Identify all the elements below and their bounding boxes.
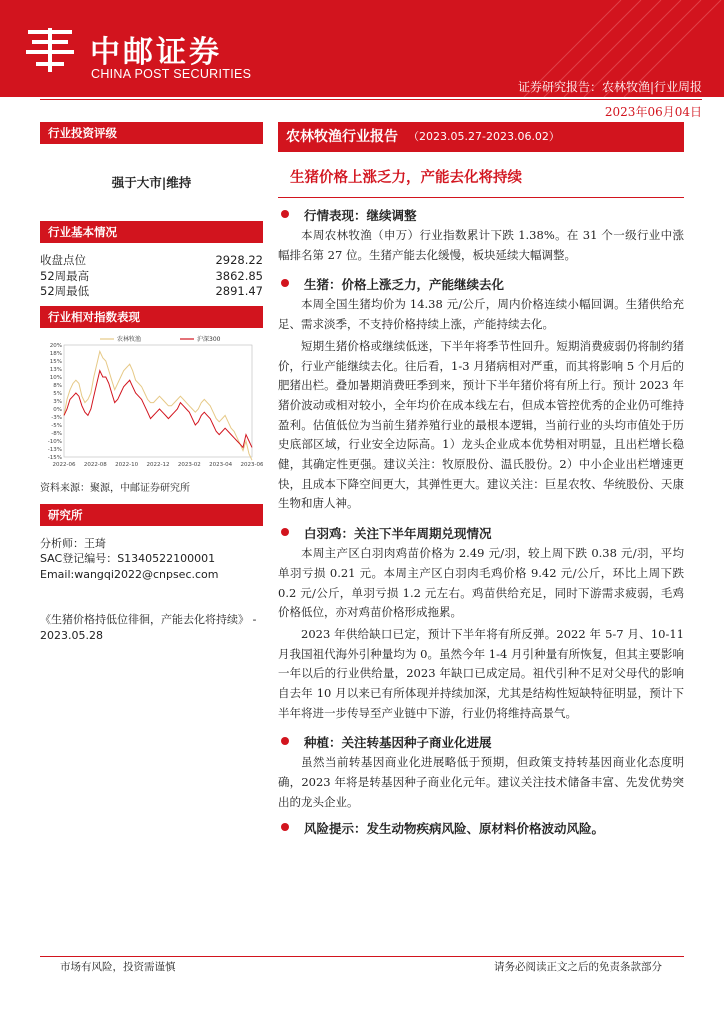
basics-label: 52周最高 xyxy=(40,268,90,283)
x-tick-label: 2023-02 xyxy=(177,461,201,468)
report-title-bar xyxy=(278,122,684,152)
section-paragraph: 本周农林牧渔（申万）行业指数累计下跌 1.38%。在 31 个一级行业中涨幅排名第 27 位。生猪产能去化缓慢，板块延续大幅调整。 xyxy=(278,228,684,262)
y-tick-label: -3% xyxy=(51,414,62,421)
section-heading: 行情表现：继续调整 xyxy=(278,206,684,224)
legend-label: 沪深300 xyxy=(197,335,221,343)
chart-section-title: 行业相对指数表现 xyxy=(40,306,263,328)
report-headline: 生猪价格上涨乏力，产能去化将持续 xyxy=(290,169,522,186)
footer-left: 市场有风险，投资需谨慎 xyxy=(60,961,176,973)
report-type: 证券研究报告：农林牧渔|行业周报 xyxy=(517,80,702,94)
analyst-sac: SAC登记编号：S1340522100001 xyxy=(40,552,216,565)
chart-source: 资料来源：聚源，中邮证券研究所 xyxy=(40,482,190,494)
header-rule xyxy=(40,99,702,100)
y-tick-label: 8% xyxy=(53,382,62,389)
relative-index-chart xyxy=(40,333,263,475)
section-paragraph: 虽然当前转基因商业化进展略低于预期，但政策支持转基因商业化态度明确，2023 年将是转基因种子商业化元年。建议关注技术储备丰富、先发优势突出的龙头企业。 xyxy=(278,755,684,809)
y-tick-label: -8% xyxy=(51,430,62,437)
risk-warning: 风险提示：发生动物疾病风险、原材料价格波动风险。 xyxy=(278,819,684,837)
y-tick-label: -10% xyxy=(47,438,62,445)
headline-rule xyxy=(278,197,684,198)
rating-section-title: 行业投资评级 xyxy=(40,122,263,144)
section-heading: 生猪：价格上涨乏力，产能继续去化 xyxy=(278,275,684,293)
footer-right: 请务必阅读正文之后的免责条款部分 xyxy=(494,961,662,973)
analyst-info xyxy=(40,536,263,583)
y-tick-label: 13% xyxy=(49,366,62,373)
y-tick-label: 20% xyxy=(49,342,62,349)
section-paragraph: 2023 年供给缺口已定，预计下半年将有所反弹。2022 年 5-7 月、10-11 月我国祖代海外引种量均为 0。虽然今年 1-4 月引种量有所恢复，但其主要影响一年以后的行业供给量，2023 年缺口已成定局。祖代引种不足对父母代的影响自去年 10 月以来已有所体现并持续加深，尤其是结构性短缺特征明显，预计下半年将进一步传导至产业链中下游，行业仍将维持高景气。 xyxy=(278,626,684,720)
report-date-range: （2023.05.27-2023.06.02） xyxy=(408,130,560,143)
basics-value: 2928.22 xyxy=(215,253,263,267)
basics-label: 收盘点位 xyxy=(40,253,86,267)
y-tick-label: -13% xyxy=(47,446,62,453)
basics-value: 2891.47 xyxy=(215,284,263,298)
series-line xyxy=(64,351,252,460)
legend-label: 农林牧渔 xyxy=(117,335,142,343)
china-post-logo-icon xyxy=(22,24,78,76)
section-paragraph: 本周主产区白羽肉鸡苗价格为 2.49 元/羽，较上周下跌 0.38 元/羽，平均单羽亏损 0.21 元。本周主产区白羽肉毛鸡价格 9.42 元/公斤，环比上周下跌 0.2 元/公斤，单羽亏损 1.2 元左右。鸡苗供给充足，同时下游需求疲弱，毛鸡价格低位，亦对鸡苗价格形成拖累。 xyxy=(278,546,684,620)
basics-row xyxy=(40,253,263,269)
basics-label: 52周最低 xyxy=(40,284,90,298)
report-date: 2023年06月04日 xyxy=(604,105,702,119)
y-tick-label: 18% xyxy=(49,350,62,357)
section-heading: 白羽鸡：关注下半年周期兑现情况 xyxy=(278,524,684,542)
x-tick-label: 2023-06 xyxy=(240,461,263,468)
y-tick-label: 0% xyxy=(53,406,62,413)
analyst-email[interactable]: Email:wangqi2022@cnpsec.com xyxy=(40,567,219,581)
research-section-title: 研究所 xyxy=(40,504,263,526)
basics-value: 3862.85 xyxy=(215,268,263,283)
basics-list xyxy=(40,253,263,300)
basics-row xyxy=(40,269,263,285)
y-tick-label: 5% xyxy=(53,390,62,397)
x-tick-label: 2022-12 xyxy=(146,461,170,468)
y-tick-label: 15% xyxy=(49,358,62,365)
right-column xyxy=(278,122,684,837)
report-title: 农林牧渔行业报告 xyxy=(286,129,398,145)
y-tick-label: 3% xyxy=(53,398,62,405)
y-tick-label: 10% xyxy=(49,374,62,381)
y-tick-label: -5% xyxy=(51,422,62,429)
basics-row xyxy=(40,284,263,300)
rating-value: 强于大市|维持 xyxy=(111,175,192,190)
brand-name-cn: 中邮证券 xyxy=(90,35,222,70)
left-column xyxy=(40,122,263,644)
series-line xyxy=(64,370,252,447)
basics-section-title: 行业基本情况 xyxy=(40,221,263,243)
x-tick-label: 2022-08 xyxy=(83,461,107,468)
prior-report-link[interactable]: 《生猪价格持低位徘徊，产能去化将持续》 - 2023.05.28 xyxy=(40,613,257,642)
chart-svg xyxy=(40,333,263,475)
x-tick-label: 2022-10 xyxy=(115,461,139,468)
brand-name-en: CHINA POST SECURITIES xyxy=(91,67,252,81)
x-tick-label: 2023-04 xyxy=(209,461,233,468)
section-heading: 种植：关注转基因种子商业化进展 xyxy=(278,733,684,751)
section-paragraph: 本周全国生猪均价为 14.38 元/公斤，周内价格连续小幅回调。生猪供给充足、需求淡季，不支持价格持续上涨，产能持续去化。 xyxy=(278,297,684,332)
footer-rule xyxy=(40,956,684,957)
y-tick-label: -15% xyxy=(47,454,62,461)
analyst-name: 分析师：王琦 xyxy=(40,536,106,550)
x-tick-label: 2022-06 xyxy=(52,461,76,468)
section-paragraph: 短期生猪价格或继续低迷，下半年将季节性回升。短期消费疲弱仍将制约猪价，行业产能继续去化。往后看，1-3 月猪病相对严重，而其将影响 5 个月后的肥猪出栏。叠加暑期消费旺季到来，预计下半年猪价将有所上行。预计 2023 年猪价波动或相对较小，全年均价在成本线左右，但成本管控优秀的企业仍可维持盈利。估值低位为当前生猪养殖行业的最根本逻辑，当前行业的头均市值处于历史底部区域，行业安全边际高。1）龙头企业成本优势相对明显，且出栏增长稳健，其确定性更强。建议关注：牧原股份、温氏股份。2）中小企业出栏增速更快，且成本下降空间更大，其弹性更大。建议关注：巨星农牧、华统股份、天康生物和唐人神。 xyxy=(278,338,684,511)
